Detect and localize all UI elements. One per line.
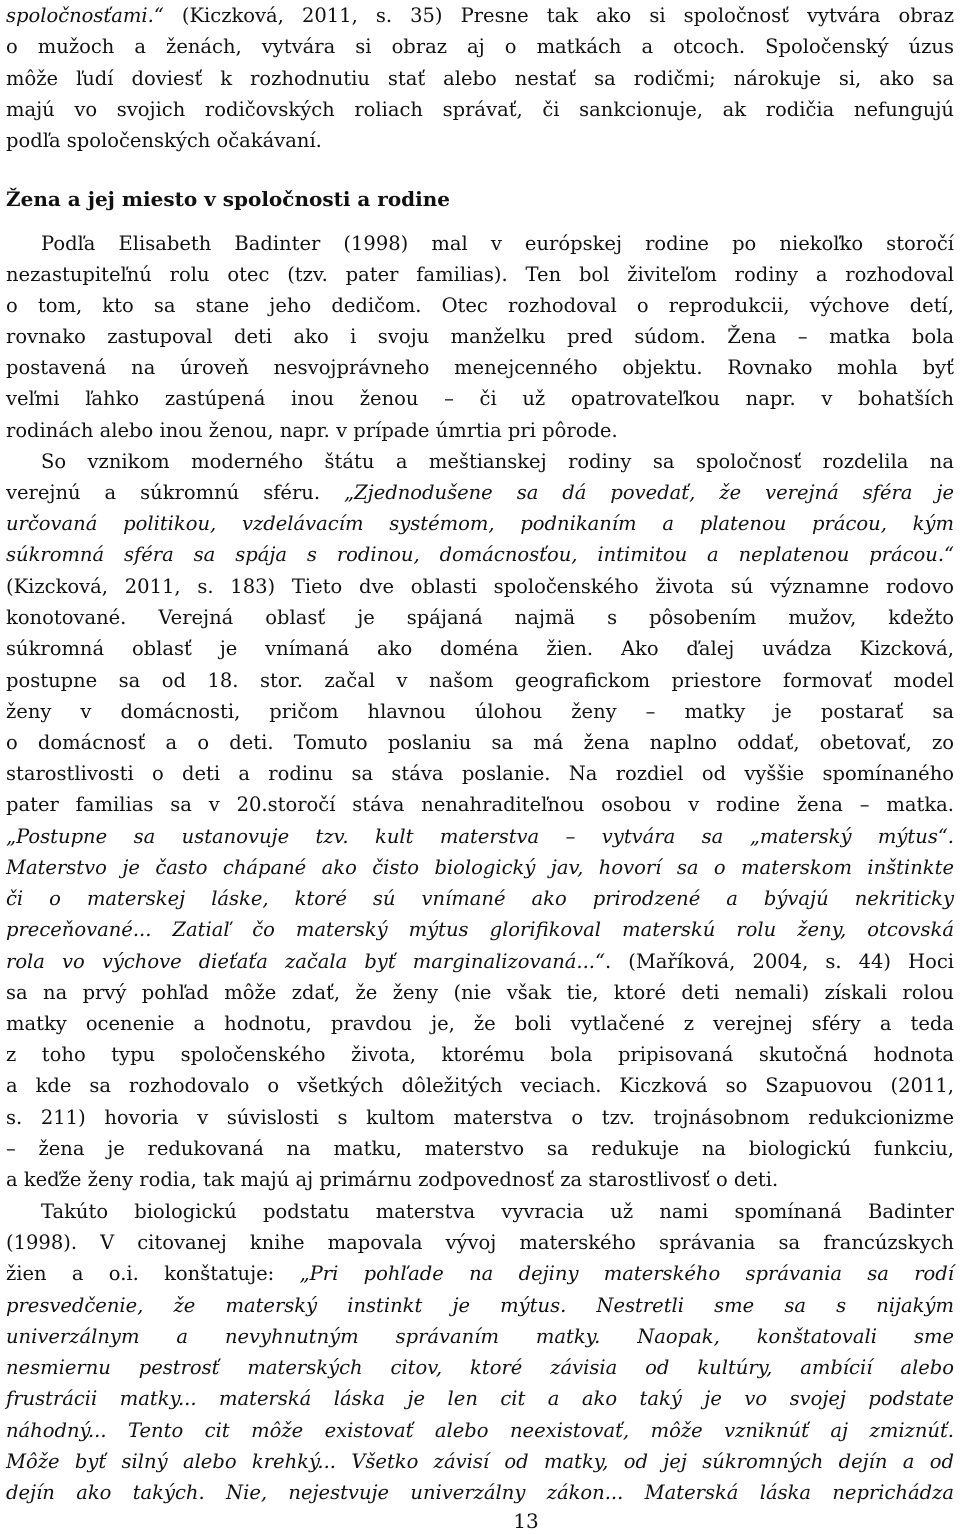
text-line — [6, 1321, 954, 1352]
text-line — [6, 1039, 954, 1070]
text-segment: z toho typu spoločenského života, ktorému bola pripisovaná skutočná hodnota — [6, 1043, 954, 1066]
text-line — [6, 633, 954, 664]
text-line — [6, 321, 954, 352]
text-segment: rodinách alebo inou ženou, napr. v prípade úmrtia pri pôrode. — [6, 419, 618, 442]
text-segment: So vznikom moderného štátu a meštianskej rodiny sa spoločnosť rozdelila na — [41, 450, 954, 473]
text-segment: . (Maříková, 2004, s. 44) Hoci — [604, 950, 954, 973]
text-segment: Žena a jej miesto v spoločnosti a rodine — [6, 187, 451, 211]
text-line — [6, 883, 954, 914]
italic-quote-segment: nesmiernu pestrosť materských citov, ktoré závisia od kultúry, ambícií alebo — [6, 1356, 954, 1379]
text-line — [6, 1446, 954, 1477]
text-segment: súkromná oblasť je vnímaná ako doména žien. Ako ďalej uvádza Kizcková, — [6, 637, 954, 660]
text-line — [6, 696, 954, 727]
text-segment: a kde sa rozhodovalo o všetkých dôležitých veciach. Kiczková so Szapuovou (2011, — [6, 1074, 954, 1097]
text-segment: (1998). V citovanej knihe mapovala vývoj materského správania sa francúzskych — [6, 1231, 954, 1254]
text-line — [6, 602, 954, 633]
italic-quote-segment: spoločnosťami.“ — [6, 4, 164, 27]
text-segment: s. 211) hovoria v súvislosti s kultom materstva o tzv. trojnásobnom redukcionizme — [6, 1106, 954, 1129]
text-segment: starostlivosti o deti a rodinu sa stáva poslanie. Na rozdiel od vyššie spomínaného — [6, 762, 954, 785]
text-line — [6, 727, 954, 758]
text-line — [6, 665, 954, 696]
text-segment: (Kizcková, 2011, s. 183) Tieto dve oblasti spoločenského života sú významne rodovo — [6, 575, 954, 598]
text-segment: majú vo svojich rodičovských roliach správať, či sankcionuje, ak rodičia nefungujú — [6, 98, 954, 121]
text-segment: (Kiczková, 2011, s. 35) Presne tak ako si spoločnosť vytvára obraz — [163, 4, 954, 27]
text-segment: veľmi ľahko zastúpená inou ženou – či už opatrovateľkou napr. v bohatších — [6, 387, 954, 410]
italic-quote-segment: rola vo výchove dieťaťa začala byť marginalizovaná...“ — [6, 950, 605, 973]
text-line — [6, 1383, 954, 1414]
italic-quote-segment: presvedčenie, že materský instinkt je mýtus. Nestretli sme sa s nijakým — [6, 1294, 954, 1317]
text-line — [6, 63, 954, 94]
text-segment: sa na prvý pohľad môže zdať, že ženy (nie však tie, ktoré deti nemali) získali rolou — [6, 981, 954, 1004]
text-line — [6, 539, 954, 570]
text-line — [6, 0, 954, 31]
text-line — [6, 228, 954, 259]
text-segment: podľa spoločenských očakávaní. — [6, 129, 322, 152]
italic-quote-segment: súkromná sféra sa spája s rodinou, domácnosťou, intimitou a neplatenou prácou.“ — [6, 543, 954, 566]
italic-quote-segment: frustrácii matky... materská láska je len cit a ako taký je vo svojej podstate — [6, 1387, 954, 1410]
italic-quote-segment: „Zjednodušene sa dá povedať, že verejná sféra je — [344, 481, 954, 504]
text-segment: žien a o.i. konštatuje: — [6, 1262, 300, 1285]
text-line — [6, 946, 954, 977]
italic-quote-segment: „Postupne sa ustanovuje tzv. kult materstva – vytvára sa „materský mýtus“. — [6, 825, 954, 848]
text-line — [6, 852, 954, 883]
text-segment: postupne sa od 18. stor. začal v našom geografickom priestore formovať model — [6, 669, 954, 692]
text-line — [6, 1352, 954, 1383]
text-line — [6, 125, 954, 156]
text-segment: môže ľudí doviesť k rozhodnutiu stať alebo nestať sa rodičmi; nárokuje si, ako sa — [6, 67, 954, 90]
text-segment: konotované. Verejná oblasť je spájaná najmä s pôsobením mužov, kdežto — [6, 606, 954, 629]
text-line — [6, 508, 954, 539]
text-line — [6, 1196, 954, 1227]
text-line — [6, 352, 954, 383]
text-segment: rovnako zastupoval deti ako i svoju manželku pred súdom. Žena – matka bola — [6, 325, 954, 348]
text-line — [6, 259, 954, 290]
text-segment: nezastupiteľnú rolu otec (tzv. pater familias). Ten bol živiteľom rodiny a rozhodoval — [6, 263, 954, 286]
italic-quote-segment: dejín ako takých. Nie, nejestvuje univerzálny zákon... Materská láska neprichádza — [6, 1481, 954, 1504]
italic-quote-segment: náhodný... Tento cit môže existovať alebo neexistovať, môže vzniknúť aj zmiznúť. — [6, 1419, 954, 1442]
text-line — [6, 758, 954, 789]
text-line — [6, 31, 954, 62]
text-line — [6, 446, 954, 477]
text-line — [6, 477, 954, 508]
text-line — [6, 415, 954, 446]
text-segment: o tom, kto sa stane jeho dedičom. Otec rozhodoval o reprodukcii, výchove detí, — [6, 294, 954, 317]
text-segment: o mužoch a ženách, vytvára si obraz aj o matkách a otcoch. Spoločenský úzus — [6, 35, 954, 58]
text-segment: Podľa Elisabeth Badinter (1998) mal v európskej rodine po niekoľko storočí — [41, 232, 954, 255]
text-segment: matky ocenenie a hodnotu, pravdou je, že boli vytlačené z verejnej sféry a teda — [6, 1012, 954, 1035]
text-segment: pater familias sa v 20.storočí stáva nenahraditeľnou osobou v rodine žena – matka. — [6, 793, 954, 816]
italic-quote-segment: univerzálnym a nevyhnutným správaním matky. Naopak, konštatovali sme — [6, 1325, 954, 1348]
text-line — [6, 1258, 954, 1289]
text-line — [6, 1227, 954, 1258]
text-line — [6, 1477, 954, 1508]
text-line — [6, 383, 954, 414]
text-line — [6, 290, 954, 321]
section-heading — [6, 184, 954, 215]
text-line — [6, 977, 954, 1008]
italic-quote-segment: Môže byť silný alebo krehký... Všetko závisí od matky, od jej súkromných dejín a od — [6, 1450, 954, 1473]
text-segment: postavená na úroveň nesvojprávneho menejcenného objektu. Rovnako mohla byť — [6, 356, 954, 379]
text-segment: Takúto biologickú podstatu materstva vyvracia už nami spomínaná Badinter — [41, 1200, 954, 1223]
text-line — [6, 1415, 954, 1446]
text-line — [6, 1008, 954, 1039]
page-number: 13 — [513, 1509, 539, 1533]
italic-quote-segment: Materstvo je často chápané ako čisto biologický jav, hovorí sa o materskom inštinkte — [6, 856, 954, 879]
text-line — [6, 1102, 954, 1133]
text-line — [6, 1290, 954, 1321]
italic-quote-segment: „Pri pohľade na dejiny materského správania sa rodí — [299, 1262, 954, 1285]
italic-quote-segment: preceňované... Zatiaľ čo materský mýtus glorifikoval materskú rolu ženy, otcovská — [6, 918, 954, 941]
italic-quote-segment: či o materskej láske, ktoré sú vnímané ako prirodzené a bývajú nekriticky — [6, 887, 954, 910]
text-line — [6, 94, 954, 125]
text-segment: ženy v domácnosti, pričom hlavnou úlohou ženy – matky je postarať sa — [6, 700, 954, 723]
text-segment: verejnú a súkromnú sféru. — [6, 481, 345, 504]
text-line — [6, 914, 954, 945]
text-line — [6, 571, 954, 602]
text-line — [6, 1164, 954, 1195]
text-segment: – žena je redukovaná na matku, materstvo sa redukuje na biologickú funkciu, — [6, 1137, 954, 1160]
text-segment: a keďže ženy rodia, tak majú aj primárnu zodpovednosť za starostlivosť o deti. — [6, 1168, 779, 1191]
text-segment: o domácnosť a o deti. Tomuto poslaniu sa má žena naplno oddať, obetovať, zo — [6, 731, 954, 754]
text-line — [6, 789, 954, 820]
text-line — [6, 821, 954, 852]
text-line — [6, 1070, 954, 1101]
text-line — [6, 1133, 954, 1164]
italic-quote-segment: určovaná politikou, vzdelávacím systémom, podnikaním a platenou prácou, kým — [6, 512, 954, 535]
